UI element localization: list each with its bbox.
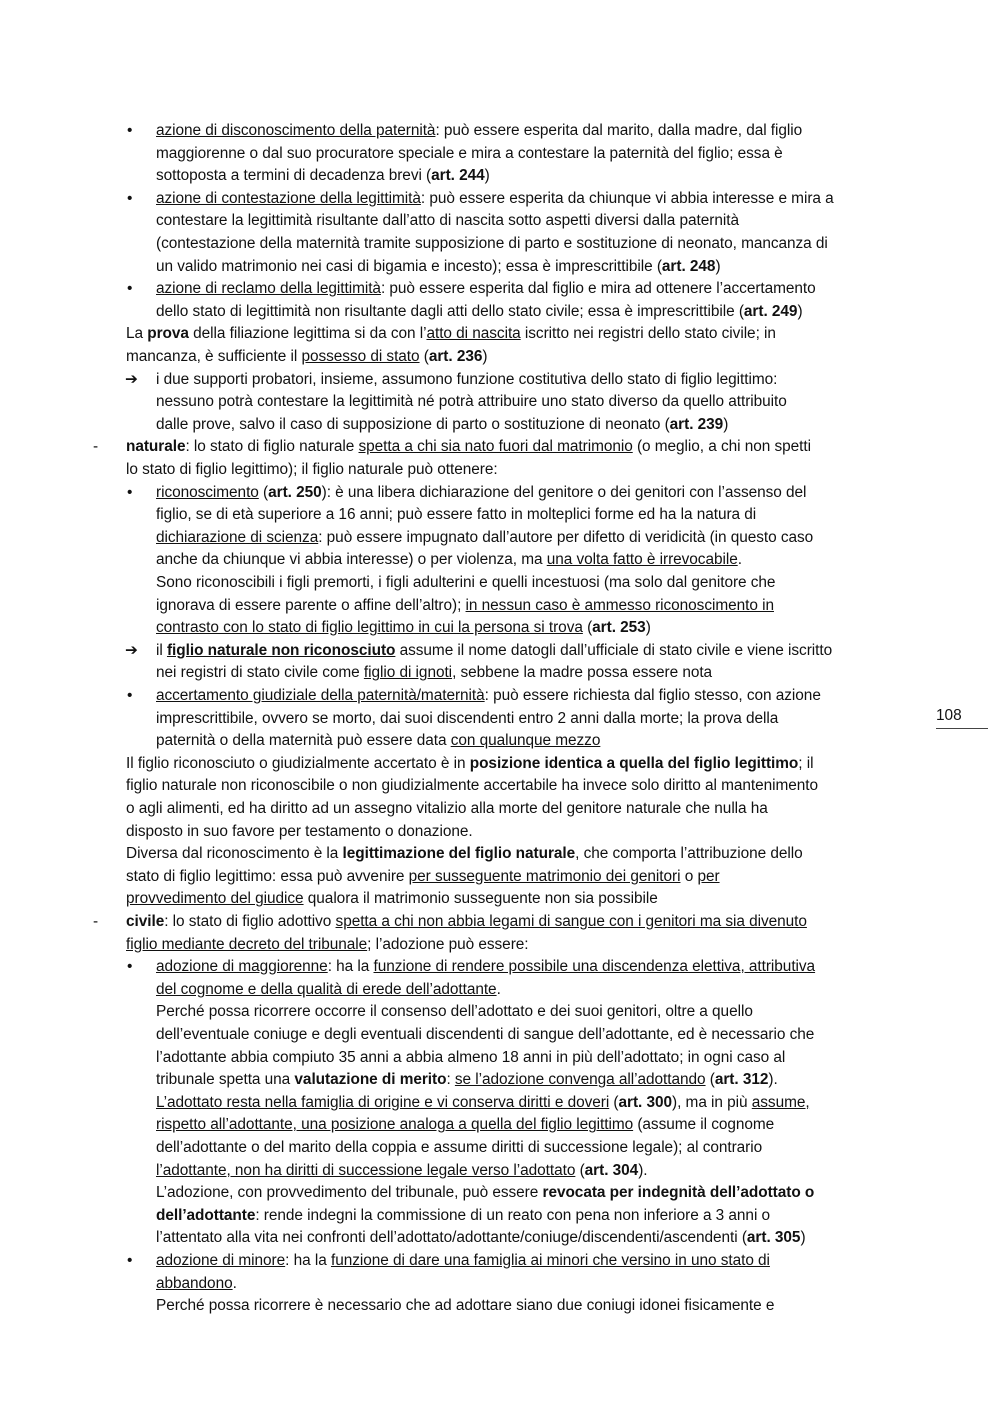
text-line [156,1273,237,1295]
text-line [156,504,756,526]
text-segment: : può essere esperita da chiunque vi abbia interesse e mira a [420,189,834,207]
text-line [156,1114,774,1136]
text-segment: un valido matrimonio nei casi di bigamia e incesto); essa è imprescrittibile ( [156,257,662,275]
text-segment: azione di disconoscimento della paternità [156,122,436,139]
text-line [156,527,813,549]
text-line [156,708,778,730]
text-line [156,233,828,255]
arrow-marker: ➔ [125,370,138,388]
text-line [156,143,783,165]
bullet-marker: • [127,483,133,501]
text-segment: valutazione di merito [294,1071,447,1089]
text-segment: revocata per indegnità dell’adottato o [542,1184,815,1202]
text-line [126,323,776,345]
text-segment: Sono riconoscibili i figli premorti, i figli adulterini e quelli incestuosi (ma solo dal genitore che [156,574,776,591]
text-line [126,798,768,820]
text-segment: art. 253 [592,619,646,637]
text-segment: con qualunque mezzo [450,732,601,750]
text-segment: dalle prove, salvo il caso di supposizione di parto o sostituzione di neonato ( [156,415,670,433]
dash-marker: - [93,438,99,456]
text-segment: possesso di stato [301,348,420,365]
text-segment: Il figlio riconosciuto o giudizialmente accertato è in [126,754,470,772]
text-segment: figlio mediante decreto del tribunale [126,935,368,953]
text-line [156,1001,753,1023]
text-line [156,1047,785,1069]
text-segment: se l’adozione convenga all’adottando [454,1071,706,1089]
text-segment: art. 305 [746,1229,801,1247]
text-segment: abbandono [156,1274,233,1292]
bullet-marker: • [127,280,133,298]
text-segment: o agli alimenti, ed ha diritto ad un assegno vitalizio alla morte del genitore naturale che nulla ha [126,800,768,817]
text-line [126,821,473,843]
text-line [126,436,811,458]
text-segment: : può essere impugnato dall’autore per difetto di veridicità (in questo caso [318,528,814,546]
text-segment: civile [126,913,165,930]
text-segment: l’attentato alla vita nei confronti dell’adottato/adottante/coniuge/discendenti/ascendenti ( [156,1229,747,1247]
text-line [156,662,712,684]
text-line [156,1295,774,1317]
text-segment: La [126,325,148,343]
text-segment: (contestazione della maternità tramite supposizione di parto e sostituzione di neonato, mancanza di [156,235,828,252]
text-segment: art. 236 [428,348,483,365]
text-segment: ( [609,1093,619,1111]
text-segment: : rende indegni la commissione di un reato con pena non inferiore a 3 anni o [255,1206,771,1224]
text-segment: ignorava di essere parente o affine dell’altro); [156,596,466,614]
text-segment: qualora il matrimonio susseguente non sia possibile [303,890,658,908]
text-segment: dell’eventuale coniuge e degli eventuali discendenti di sangue dell’adottante, ed è necessario che [156,1026,815,1043]
text-line [126,888,658,910]
text-segment: art. 300 [618,1093,673,1111]
text-segment: L’adozione, con provvedimento del tribunale, può essere [156,1184,543,1202]
text-segment: contestare la legittimità risultante dall’atto di nascita sotto aspetti diversi dalla paternità [156,212,739,230]
text-segment: . [232,1274,237,1292]
text-segment: lo stato di figlio legittimo); il figlio naturale può ottenere: [126,461,498,478]
text-segment: : lo stato di figlio adottivo [164,913,336,930]
text-segment: ) [800,1229,806,1247]
text-line [156,256,721,278]
text-segment: dell’adottante o del marito della coppia e assume diritti di successione legale); al contrario [156,1139,763,1156]
text-segment: : può essere richiesta dal figlio stesso, con azione [484,687,821,704]
text-segment: , sebbene la madre possa essere nota [452,664,713,682]
text-segment: o [680,867,698,885]
text-line [156,1227,806,1249]
text-segment: rispetto all’adottante, una posizione analoga a quella del figlio legittimo [156,1116,634,1134]
text-line [126,459,498,481]
text-segment: prova [147,325,189,343]
text-segment: posizione identica a quella del figlio legittimo [469,754,799,772]
text-segment: del cognome e della qualità di erede dell’adottante [156,980,497,998]
text-segment: tribunale spetta una [156,1071,295,1089]
text-line [156,640,832,662]
text-segment: funzione di dare una famiglia ai minori che versino in uno stato di [330,1252,770,1269]
text-line [156,301,803,323]
text-segment: ; il [798,754,814,772]
text-segment: Perché possa ricorrere occorre il consenso dell’adottato e dei suoi genitori, oltre a quello [156,1003,753,1021]
text-line [156,165,490,187]
text-segment: ) [723,415,729,433]
text-segment: (assume il cognome [633,1116,775,1134]
text-segment: L’adottato resta nella famiglia di origine e vi conserva diritti e doveri [156,1093,610,1111]
text-segment: ), ma in più [672,1093,752,1111]
text-segment: : ha la [327,958,374,976]
text-segment: azione di contestazione della legittimità [156,189,421,207]
text-segment: assume il nome datogli dall’ufficiale di stato civile e viene iscritto [395,641,833,659]
bullet-marker: • [127,189,133,207]
text-segment: nessuno potrà contestare la legittimità né potrà attribuire uno stato diverso da quello attribuito [156,393,787,411]
text-segment: il [156,641,167,659]
text-line [156,685,821,707]
text-segment: : ha la [285,1252,331,1269]
text-line [156,1205,770,1227]
text-segment: spetta a chi sia nato fuori dal matrimonio [358,438,633,456]
text-segment: per susseguente matrimonio dei genitori [408,867,681,885]
bullet-marker: • [127,1252,133,1269]
text-segment: figlio, se di età superiore a 16 anni; può essere fatto in molteplici forme ed ha la natura di [156,506,757,524]
text-line [126,843,803,865]
text-segment: l’adottante abbia compiuto 35 anni a abbia almeno 18 anni in più dell’adottato; in ogni caso al [156,1048,786,1066]
text-segment: adozione di minore [156,1252,286,1269]
text-segment: i due supporti probatori, insieme, assumono funzione costitutiva dello stato di figlio legittimo: [156,370,778,388]
text-segment: spetta a chi non abbia legami di sangue con i genitori ma sia divenuto [335,913,807,930]
text-line [156,188,834,210]
text-line [156,979,501,1001]
text-line [156,572,775,594]
text-line [156,1182,814,1204]
text-segment: ( [575,1161,585,1179]
text-segment: art. 249 [743,302,798,320]
text-segment: dichiarazione di scienza [156,528,319,546]
text-segment: art. 244 [431,167,485,185]
text-segment: della filiazione legittima si da con l’ [188,325,427,343]
bullet-marker: • [127,958,133,976]
text-segment: : può essere esperita dal figlio e mira ad ottenere l’accertamento [380,280,816,298]
text-segment: una volta fatto è irrevocabile [546,551,738,569]
text-line [156,549,742,571]
text-segment: Diversa dal riconoscimento è la [126,845,343,863]
text-line [126,753,813,775]
text-segment: : lo stato di figlio naturale [185,438,359,456]
text-segment: naturale [126,438,186,456]
text-segment: riconoscimento [156,483,259,501]
text-segment: figlio naturale non riconoscibile o non giudizialmente accertabile ha invece solo diritto al mantenimento [126,777,819,795]
text-segment: provvedimento del giudice [126,890,304,908]
text-segment: art. 239 [669,415,724,433]
text-segment: assume, [751,1093,810,1111]
text-segment: atto di nascita [426,325,521,343]
text-segment: disposto in suo favore per testamento o donazione. [126,822,473,840]
text-segment: (o meglio, a chi non spetti [632,438,811,456]
text-segment: . [496,980,501,998]
text-segment: in nessun caso è ammesso riconoscimento in [465,596,774,614]
text-line [156,595,774,617]
text-line [156,414,728,436]
text-line [126,866,720,888]
text-segment: ) [645,619,651,637]
text-line [156,391,787,413]
text-segment: mancanza, è sufficiente il [126,348,302,365]
text-segment: ) [797,302,803,320]
text-segment: legittimazione del figlio naturale [342,845,576,863]
text-segment: anche da chiunque vi abbia interesse) o per violenza, ma [156,551,547,569]
text-segment: , che comporta l’attribuzione dello [575,845,803,863]
bullet-marker: • [127,122,133,139]
text-line [156,120,802,142]
text-segment: . [737,551,742,569]
text-segment: : [446,1071,455,1089]
text-segment: iscritto nei registri dello stato civile; in [520,325,776,343]
text-line [126,934,529,956]
dash-marker: - [93,913,99,930]
text-segment: ): è una libera dichiarazione del genitore o dei genitori con l’assenso del [321,483,807,501]
text-segment: maggiorenne o dal suo procuratore speciale e mira a contestare la paternità del figlio; essa è [156,144,783,162]
text-segment: ( [705,1071,715,1089]
page-number-rule [936,728,988,729]
text-line [156,1069,778,1091]
text-line [156,1160,648,1182]
text-line [156,1137,762,1159]
text-segment: l’adottante, non ha diritti di successione legale verso l’adottato [156,1161,576,1179]
text-segment: art. 248 [661,257,716,275]
text-line [156,1250,770,1272]
text-segment: ) [715,257,721,275]
text-segment: accertamento giudiziale della paternità/maternità [156,687,485,704]
text-segment: art. 250 [268,483,322,501]
text-segment: ) [482,348,488,365]
text-line [126,911,807,933]
text-line [156,278,816,300]
text-line [156,617,651,639]
text-segment: Perché possa ricorrere è necessario che ad adottare siano due coniugi idonei fisicamente e [156,1297,775,1315]
text-segment: ). [768,1071,778,1089]
text-line [126,775,818,797]
text-line [156,210,739,232]
bullet-marker: • [127,687,133,704]
text-segment: figlio naturale non riconosciuto [166,641,396,659]
text-segment: ( [582,619,593,637]
text-line [156,1024,814,1046]
text-segment: contrasto con lo stato di figlio legittimo in cui la persona si trova [156,619,583,637]
text-segment: figlio di ignoti [363,664,453,682]
text-line [126,346,487,368]
text-segment: art. 312 [714,1071,769,1089]
text-line [156,956,815,978]
text-line [156,482,806,504]
text-segment: ) [484,167,490,185]
text-segment: azione di reclamo della legittimità [156,280,381,298]
text-segment: nei registri di stato civile come [156,664,364,682]
text-segment: ( [419,348,429,365]
text-segment: art. 304 [584,1161,639,1179]
text-segment: adozione di maggiorenne [156,958,328,976]
text-segment: stato di figlio legittimo: essa può avvenire [126,867,409,885]
text-line [156,369,777,391]
text-segment: ( [258,483,269,501]
text-segment: ; l’adozione può essere: [367,935,529,953]
text-segment: paternità o della maternità può essere data [156,732,451,750]
page-number: 108 [936,707,962,724]
text-segment: : può essere esperita dal marito, dalla madre, dal figlio [435,122,803,139]
text-segment: per [697,867,720,885]
text-line [156,1092,810,1114]
arrow-marker: ➔ [125,641,138,659]
text-segment: sottoposta a termini di decadenza brevi ( [156,167,432,185]
text-segment: imprescrittibile, ovvero se morto, dai suoi discendenti entro 2 anni dalla morte; la prova della [156,709,779,727]
text-segment: ). [638,1161,648,1179]
text-segment: funzione di rendere possibile una discendenza elettiva, attributiva [373,958,816,976]
text-segment: dello stato di legittimità non risultante dagli atti dello stato civile; essa è imprescrittibile ( [156,302,744,320]
text-line [156,730,600,752]
text-segment: dell’adottante [156,1206,256,1224]
